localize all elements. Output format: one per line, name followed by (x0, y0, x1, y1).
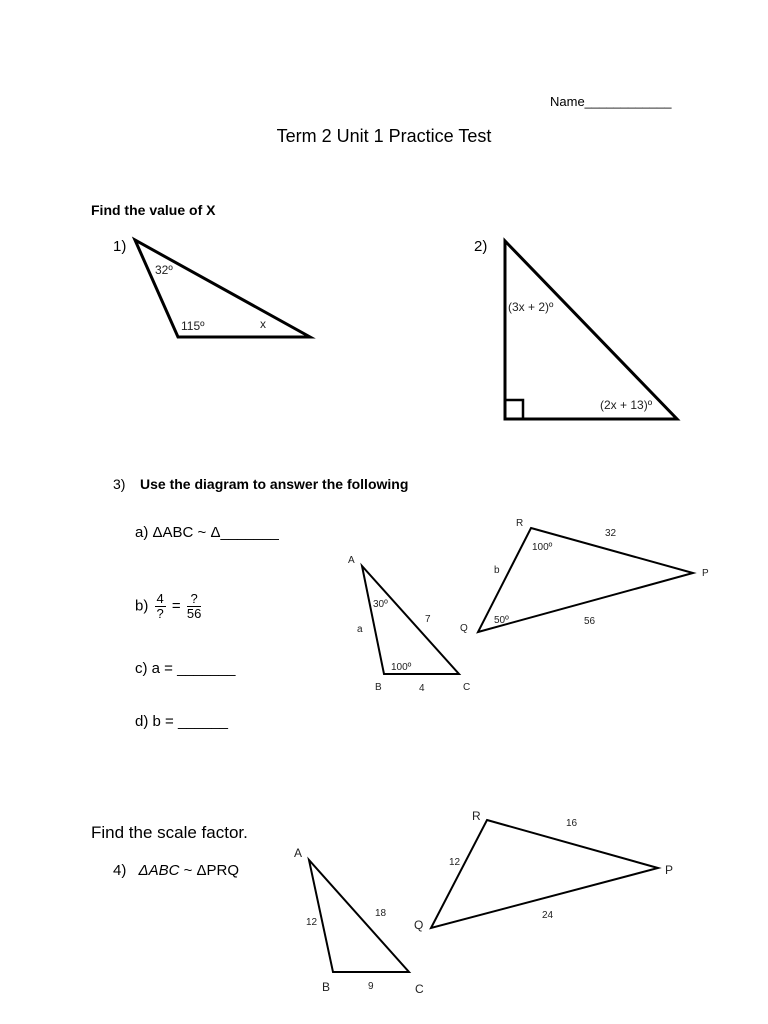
question-4-number: 4) (113, 862, 127, 879)
q3-vertex-r: R (516, 518, 524, 529)
q1-angle-top: 32º (155, 263, 173, 277)
fraction-2-numerator: ? (187, 592, 201, 607)
q3-side-b: b (494, 565, 500, 576)
q3-side-rp: 32 (605, 528, 617, 539)
question-3c: c) a = _______ (135, 660, 236, 677)
q1-angle-bottom: 115º (181, 319, 205, 333)
question-2-number: 2) (474, 238, 488, 255)
q2-angle-top: (3x + 2)º (508, 300, 554, 314)
question-3-number: 3) (113, 476, 126, 492)
q3-angle-r: 100º (532, 542, 553, 553)
fraction-1-numerator: 4 (156, 591, 164, 606)
fraction-1-denominator: ? (156, 606, 164, 621)
q4-vertex-a: A (294, 846, 303, 860)
q4-vertex-r: R (472, 809, 481, 823)
question-3d: d) b = ______ (135, 713, 228, 730)
section4-heading: Find the scale factor. (91, 823, 248, 842)
q4-side-rp: 16 (566, 818, 578, 829)
section1-heading: Find the value of X (91, 202, 216, 218)
page-title: Term 2 Unit 1 Practice Test (276, 126, 492, 146)
question-3b-label: b) (135, 597, 149, 615)
question-1-number: 1) (113, 238, 127, 255)
triangle-q1 (135, 240, 310, 337)
q3-side-a: a (357, 624, 363, 635)
q3-vertex-p: P (702, 568, 709, 579)
q3-vertex-a: A (348, 555, 355, 566)
q4-vertex-b: B (322, 980, 331, 994)
q3-vertex-q: Q (460, 623, 468, 634)
triangle-q2 (505, 241, 677, 419)
question-4-similarity: ~ ΔPRQ (179, 862, 240, 879)
q4-side-rq: 12 (449, 857, 461, 868)
right-angle-marker (505, 400, 523, 419)
equals-sign: = (171, 597, 181, 615)
q3-angle-a: 30º (373, 599, 388, 610)
q3-vertex-b: B (375, 682, 382, 693)
q3-side-ac: 7 (425, 614, 431, 625)
question-3-heading: Use the diagram to answer the following (140, 476, 409, 492)
q2-angle-bottom: (2x + 13)º (600, 398, 653, 412)
triangle-abc-q3 (362, 566, 459, 674)
q4-side-qp: 24 (542, 910, 554, 921)
q3-side-bc: 4 (419, 683, 425, 694)
q4-side-ab: 12 (306, 917, 318, 928)
question-3a: a) ΔABC ~ Δ_______ (135, 524, 279, 541)
q3-angle-b: 100º (391, 662, 412, 673)
q4-vertex-p: P (665, 863, 674, 877)
q3-side-qp: 56 (584, 616, 596, 627)
question-4-triangle-abc: ΔABC (138, 862, 180, 879)
q4-side-bc: 9 (368, 981, 374, 992)
q3-angle-q: 50º (494, 615, 509, 626)
name-line: Name____________ (550, 94, 672, 109)
q3-vertex-c: C (463, 682, 471, 693)
q4-side-ac: 18 (375, 908, 387, 919)
triangle-abc-q4 (309, 860, 409, 972)
q4-vertex-c: C (415, 982, 424, 996)
q4-vertex-q: Q (414, 918, 424, 932)
q1-angle-x: x (260, 317, 266, 331)
fraction-2-denominator: 56 (186, 606, 202, 621)
